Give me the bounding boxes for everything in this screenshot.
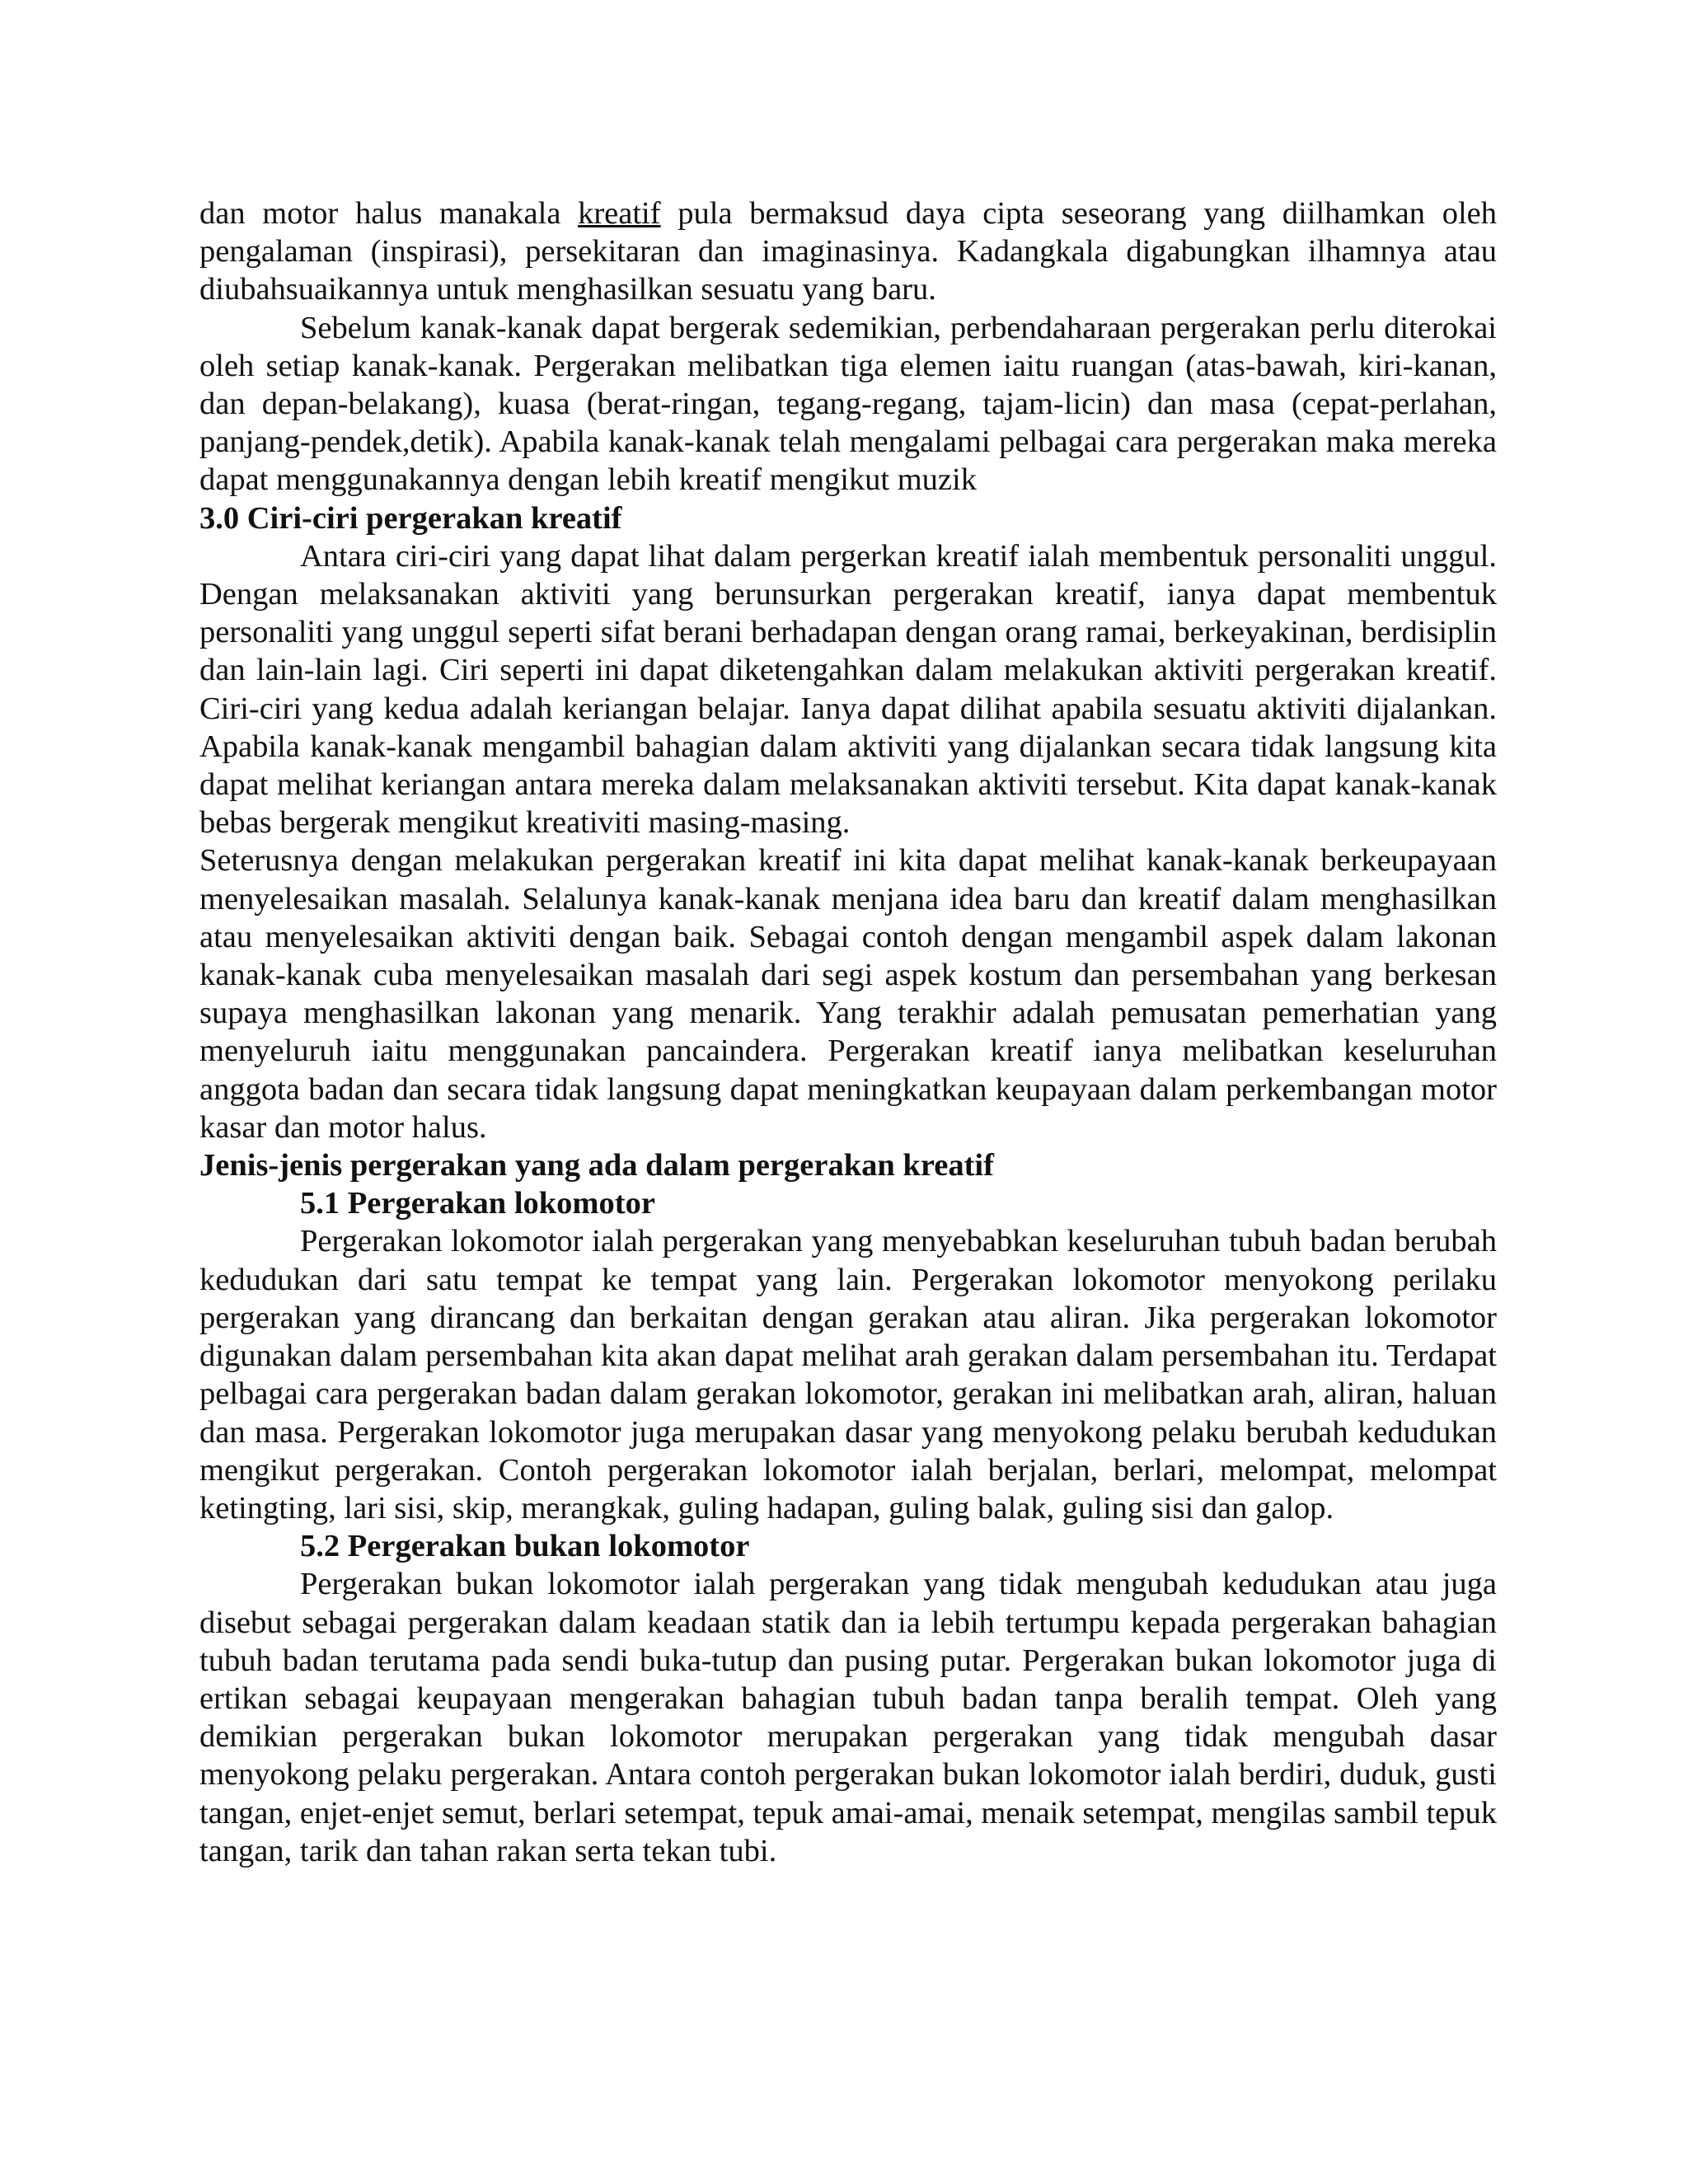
paragraph-bukan-lokomotor: Pergerakan bukan lokomotor ialah pergerakan yang tidak mengubah kedudukan atau juga disebut sebagai pergerakan dalam keadaan statik dan ia lebih tertumpu kepada pergerakan bahagian tubuh badan terutama pada sendi buka-tutup dan pusing putar. Pergerakan bukan lokomotor juga di ertikan sebagai keupayaan mengerakan bahagian tubuh badan tanpa beralih tempat. Oleh yang demikian pergerakan bukan lokomotor merupakan pergerakan yang tidak mengubah dasar menyokong pelaku pergerakan. Antara contoh pergerakan bukan lokomotor ialah berdiri, duduk, gusti tangan, enjet-enjet semut, berlari setempat, tepuk amai-amai, menaik setempat, mengilas sambil tepuk tangan, tarik dan tahan rakan serta tekan tubi.: [199, 1567, 1497, 1868]
paragraph-text: dan motor halus manakala: [199, 196, 579, 231]
document-body: [199, 194, 1497, 1870]
paragraph-ciri-ciri: Antara ciri-ciri yang dapat lihat dalam pergerkan kreatif ialah membentuk personaliti unggul. Dengan melaksanakan aktiviti yang berunsurkan pergerakan kreatif, ianya dapat membentuk personaliti yang unggul seperti sifat berani berhadapan dengan orang ramai, berkeyakinan, berdisiplin dan lain-lain lagi. Ciri seperti ini dapat diketengahkan dalam melakukan aktiviti pergerakan kreatif. Ciri-ciri yang kedua adalah keriangan belajar. Ianya dapat dilihat apabila sesuatu aktiviti dijalankan. Apabila kanak-kanak mengambil bahagian dalam aktiviti yang dijalankan secara tidak langsung kita dapat melihat keriangan antara mereka dalam melaksanakan aktiviti tersebut. Kita dapat kanak-kanak bebas bergerak mengikut kreativiti masing-masing.: [199, 538, 1497, 841]
paragraph-creative-definition: [199, 194, 1497, 309]
paragraph-text: pula bermaksud daya cipta seseorang yang diilhamkan oleh pengalaman (inspirasi), persekitaran dan imaginasinya. Kadangkala digabungkan ilhamnya atau diubahsuaikannya untuk menghasilkan sesuatu yang baru.: [199, 196, 1497, 307]
heading-ciri-ciri: 3.0 Ciri-ciri pergerakan kreatif: [199, 500, 622, 536]
paragraph-seterusnya: Seterusnya dengan melakukan pergerakan kreatif ini kita dapat melihat kanak-kanak berkeupayaan menyelesaikan masalah. Selalunya kanak-kanak menjana idea baru dan kreatif dalam menghasilkan atau menyelesaikan aktiviti dengan baik. Sebagai contoh dengan mengambil aspek dalam lakonan kanak-kanak cuba menyelesaikan masalah dari segi aspek kostum dan persembahan yang berkesan supaya menghasilkan lakonan yang menarik. Yang terakhir adalah pemusatan pemerhatian yang menyeluruh iaitu menggunakan pancaindera. Pergerakan kreatif ianya melibatkan keseluruhan anggota badan dan secara tidak langsung dapat meningkatkan keupayaan dalam perkembangan motor kasar dan motor halus.: [199, 843, 1497, 1145]
heading-jenis-jenis: Jenis-jenis pergerakan yang ada dalam pergerakan kreatif: [199, 1148, 994, 1183]
paragraph-lokomotor: Pergerakan lokomotor ialah pergerakan yang menyebabkan keseluruhan tubuh badan berubah kedudukan dari satu tempat ke tempat yang lain. Pergerakan lokomotor menyokong perilaku pergerakan yang dirancang dan berkaitan dengan gerakan atau aliran. Jika pergerakan lokomotor digunakan dalam persembahan kita akan dapat melihat arah gerakan dalam persembahan itu. Terdapat pelbagai cara pergerakan badan dalam gerakan lokomotor, gerakan ini melibatkan arah, aliran, haluan dan masa. Pergerakan lokomotor juga merupakan dasar yang menyokong pelaku berubah kedudukan mengikut pergerakan. Contoh pergerakan lokomotor ialah berjalan, berlari, melompat, melompat ketingting, lari sisi, skip, merangkak, guling hadapan, guling balak, guling sisi dan galop.: [199, 1224, 1497, 1526]
underlined-term: kreatif: [578, 196, 661, 231]
heading-lokomotor: 5.1 Pergerakan lokomotor: [300, 1186, 655, 1221]
paragraph-movement-elements: Sebelum kanak-kanak dapat bergerak sedemikian, perbendaharaan pergerakan perlu diterokai oleh setiap kanak-kanak. Pergerakan melibatkan tiga elemen iaitu ruangan (atas-bawah, kiri-kanan, dan depan-belakang), kuasa (berat-ringan, tegang-regang, tajam-licin) dan masa (cepat-perlahan, panjang-pendek,detik). Apabila kanak-kanak telah mengalami pelbagai cara pergerakan maka mereka dapat menggunakannya dengan lebih kreatif mengikut muzik: [199, 310, 1497, 498]
heading-bukan-lokomotor: 5.2 Pergerakan bukan lokomotor: [300, 1529, 750, 1564]
